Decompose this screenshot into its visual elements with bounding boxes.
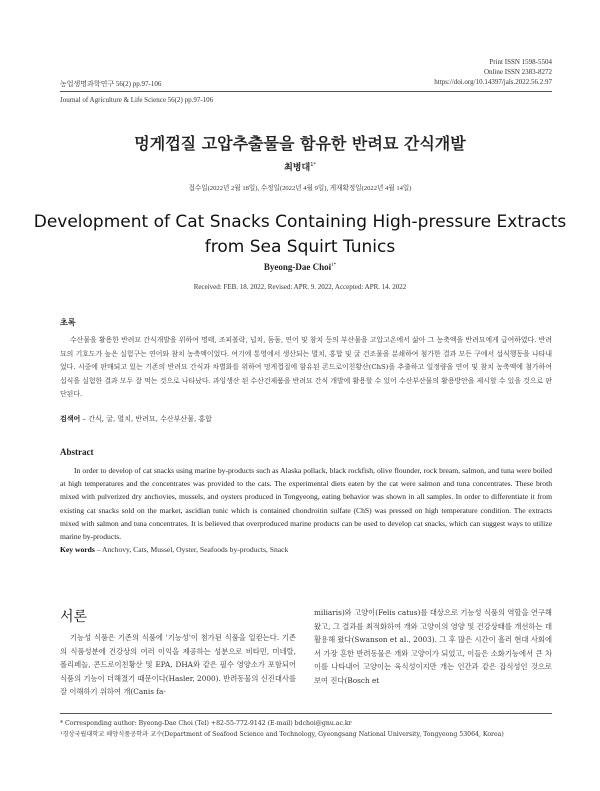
title-ko: 멍게껍질 고압추출물을 함유한 반려묘 간식개발 (134, 134, 466, 153)
print-issn: Print ISSN 1598-5504 (489, 58, 552, 66)
footnotes (60, 718, 552, 740)
abstract-ko-body: 수산물을 활용한 반려묘 간식개발을 위하여 명태, 조피볼락, 넙치, 돔돔, 연어 및 참치 등의 부산물을 고압고온에서 삶아 그 농축액을 반려묘에게 급여하였다. 반려묘의 기호도가 높은 실험구는 연어와 참치 농축액이었다. 여기에 통영에서 생산되는 멸치, 홍합 및 굴 건조물을 분쇄하여 첨가한 결과 모든 구에서 섭식행동을 나타내었다. 시중에 판매되고 있는 기존의 반려묘 간식과 차별화를 위하여 멍게껍질에 함유된 콘드로이친황산(ChS)을 추출하고 일정량을 연어 및 참치 농축액에 첨가하여 섭식을 실험한 결과 모두 잘 먹는 것으로 나타났다. 과잉생산 된 수산건제품을 반려묘 간식 개발에 활용할 수 있어 수산부산물의 활용방안을 제시할 수 있을 것으로 판단된다. (60, 336, 552, 398)
header-rule (60, 91, 552, 92)
author-en-sup: 1* (331, 263, 337, 268)
author-ko (0, 160, 600, 173)
intro-left-column: 기능성 식품은 기존의 식품에 '기능성'이 첨가된 식품을 일컫는다. 기존의 식품성분에 건강상의 여러 이익을 제공하는 성분으로 비타민, 미네랄, 폴리페놀, 콘드로이친황산 및 EPA, DHA와 같은 필수 영양소가 포함되어 식품의 기능이 더해졌기 때문이다(Hasler, 2000). 반려동물의 신진대사를 잘 이해하기 위하여 개(Canis fa- (60, 633, 296, 697)
keywords-en-label: Key words (60, 545, 95, 554)
keywords-ko-list: 간식, 굴, 멸치, 반려묘, 수산부산물, 홍합 (88, 415, 212, 423)
author-ko-name: 최병대 (284, 163, 311, 173)
intro-heading: 서론 (60, 609, 88, 625)
title-en-line1: Development of Cat Snacks Containing High-pressure Extracts (33, 212, 567, 232)
journal-en: Journal of Agriculture & Life Science 56(2) pp.97-106 (60, 96, 214, 104)
issn-block (434, 57, 552, 87)
author-ko-sup: 1* (310, 162, 316, 168)
keywords-ko: 검색어 – 간식, 굴, 멸치, 반려묘, 수산부산물, 홍합 (60, 415, 212, 423)
abstract-en-heading: Abstract (60, 447, 94, 457)
affiliation: ¹경상국립대학교 해양식품공학과 교수(Department of Seafood Science and Technology, Gyeongsang National University, Tongyeong 53064, Korea) (60, 731, 504, 738)
title-en-line2: from Sea Squirt Tunics (204, 237, 396, 257)
author-en-name: Byeong-Dae Choi (263, 262, 332, 272)
dates-en: Received: FEB. 18. 2022, Revised: APR. 9. 2022, Accepted: APR. 14. 2022 (193, 283, 407, 291)
dates-ko: 접수일(2022년 2월 18일), 수정일(2022년 4월 9일), 게재확정일(2022년 4월 14일) (188, 185, 412, 192)
abstract-ko-heading: 초록 (60, 318, 76, 327)
keywords-ko-label: 검색어 (60, 415, 81, 423)
doi-link[interactable]: https://doi.org/10.14397/jals.2022.56.2.97 (434, 78, 552, 86)
online-issn: Online ISSN 2383-8272 (483, 68, 552, 76)
intro-right-column: miliaris)와 고양이(Felis catus)를 대상으로 기능성 식품의 역할을 연구해 왔고, 그 결과를 최적화하여 개와 고양이의 영양 및 건강상태를 개선하는 데 활용해 왔다(Swanson et al., 2003). 그 후 많은 시간이 흘러 현대 사회에서 가장 흔한 반려동물은 개와 고양이가 되었고, 이들은 소화기능에서 큰 차이를 나타내어 고양이는 육식성이지만 개는 인간과 같은 잡식성인 것으로 보여 진다(Bosch et (314, 608, 552, 685)
keywords-en: Key words – Anchovy, Cats, Mussel, Oyster, Seafoods by-products, Snack (60, 545, 289, 554)
abstract-en-body: In order to develop of cat snacks using marine by-products such as Alaska pollack, black rockfish, olive flounder, rock bream, salmon, and tuna were boiled at high temperatures and the concentrates was provided to the cats. The experimental diets eaten by the cat were salmon and tuna concentrates. These broth mixed with pulverized dry anchovies, mussels, and oysters produced in Tongyeong, eating behavior was shown in all samples. In order to differentiate it from existing cat snacks sold on the market, ascidian tunic which is contained chondroitin sulfate (ChS) was pressed on high temperature condition. The extracts mixed with salmon and tuna concentrates. It is believed that overproduced marine products can be used to develop cat snacks, which can suggest ways to utilize marine by-products. (60, 466, 552, 542)
title-en (0, 210, 600, 260)
corresponding-author: * Corresponding author: Byeong-Dae Choi (Tel) +82-55-772-9142 (E-mail) bdchoi@gnu.ac.kr (60, 720, 352, 727)
footnote-rule (60, 713, 552, 714)
keywords-en-list: Anchovy, Cats, Mussel, Oyster, Seafoods by-products, Snack (102, 545, 289, 554)
author-en (0, 262, 600, 272)
journal-ko: 농업생명과학연구 56(2) pp.97-106 (60, 80, 162, 88)
